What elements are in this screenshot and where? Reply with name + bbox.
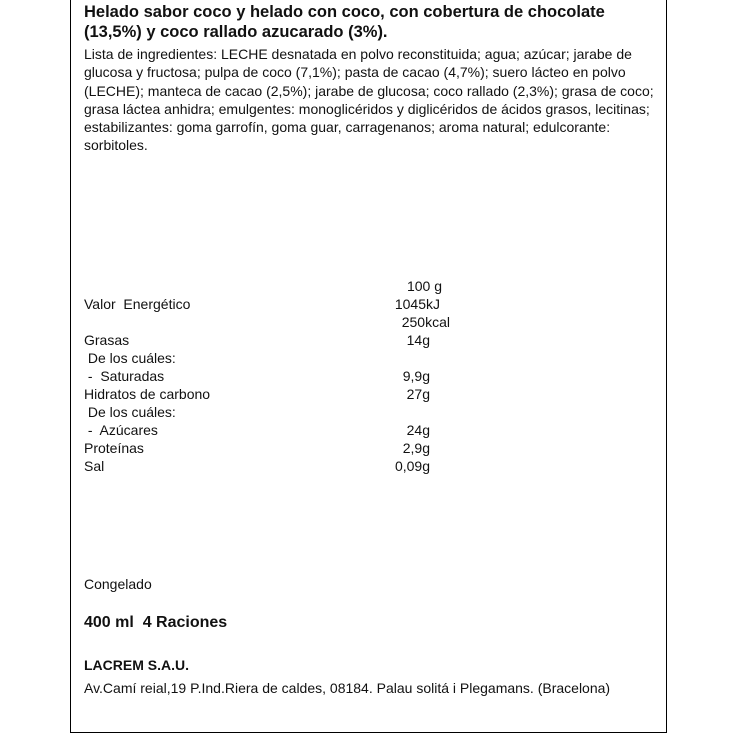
product-title: Helado sabor coco y helado con coco, con cobertura de chocolate (13,5%) y coco rallado azucarado (3%). [84, 3, 605, 41]
nutrition-value-fat: 14g [406, 332, 430, 348]
nutrition-value-carbohydrates: 27g [406, 386, 430, 402]
nutrition-label-carbohydrates: Hidratos de carbono [84, 386, 211, 402]
nutrition-label-sugars: - Azúcares [84, 422, 158, 438]
nutrition-label-energy: Valor Energético [84, 296, 191, 312]
nutrition-label-fat: Grasas [84, 332, 130, 348]
nutrition-value-salt: 0,09g [394, 458, 430, 474]
nutrition-header: 100 g [406, 278, 442, 294]
nutrition-label-of-which: De los cuáles: [84, 350, 176, 366]
nutrition-label-protein: Proteínas [84, 440, 144, 456]
storage-instructions: Congelado [84, 576, 152, 592]
nutrition-value-energy-kcal: 250kcal [401, 314, 450, 330]
company-name: LACREM S.A.U. [84, 657, 189, 673]
ingredients-list: Lista de ingredientes: LECHE desnatada en polvo reconstituida; agua; azúcar; jarabe de glucosa y fructosa; pulpa de coco (7,1%); pasta de cacao (4,7%); suero lácteo en polvo (LECHE); manteca de cacao (2,5%); jarabe de glucosa; coco rallado (2,3%); grasa de coco; grasa láctea anhidra; emulgentes: monoglicéridos y diglicéridos de ácidos grasos, lecitinas; estabilizantes: goma garrofín, goma guar, carragenanos; aroma natural; edulcorante: sorbitoles. [84, 46, 654, 154]
company-address: Av.Camí reial,19 P.Ind.Riera de caldes, 08184. Palau solitá i Plegamans. (Bracelona) [84, 680, 611, 696]
nutrition-value-saturated: 9,9g [402, 368, 430, 384]
nutrition-value-sugars: 24g [406, 422, 430, 438]
product-label [70, 0, 667, 733]
nutrition-value-protein: 2,9g [402, 440, 430, 456]
nutrition-label-of-which: De los cuáles: [84, 404, 176, 420]
net-quantity: 400 ml 4 Raciones [84, 614, 228, 631]
nutrition-label-saturated: - Saturadas [84, 368, 165, 384]
nutrition-value-energy-kj: 1045kJ [394, 296, 440, 312]
nutrition-label-salt: Sal [84, 458, 105, 474]
